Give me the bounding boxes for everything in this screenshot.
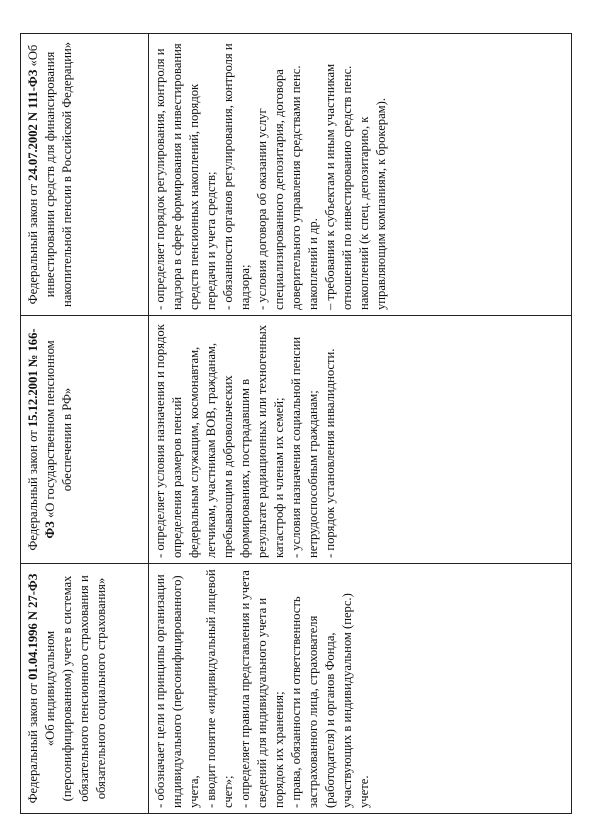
law-content-cell bbox=[149, 34, 572, 316]
law-title-cell bbox=[21, 316, 149, 564]
duty-item: - порядок установления инвалидности. bbox=[323, 348, 337, 558]
duty-item: - условия договора об оказании услуг специализированного депозитария, договора доверительного управления средствами пенс. накоплений и др. bbox=[255, 65, 320, 310]
law-title-cell bbox=[21, 564, 149, 814]
duty-item: - определяет правила представления и учета сведений для индивидуального учета и порядок их хранения; bbox=[238, 570, 286, 808]
law-number: 24.07.2002 N 111-ФЗ bbox=[26, 69, 40, 181]
law-title-suffix: «О государственном пенсионном обеспечении в РФ» bbox=[43, 340, 74, 522]
duties-list bbox=[152, 569, 373, 808]
duty-item: - определяет условия назначения и порядок определения размеров пенсий федеральным служащим, космонавтам, летчикам, участникам ВОВ, гражданам, пребывающим в добровольческих формированиях, пострадавшим в результате радиационных или техногенных катастроф и членам их семей; bbox=[153, 324, 286, 558]
law-title-suffix: «Об инвестировании средств для финансирования накопительной пенсии в Российской Федерации» bbox=[26, 42, 74, 307]
law-title-prefix: Федеральный закон от bbox=[26, 679, 40, 804]
law-number: 15.12.2001 № 166-ФЗ bbox=[26, 328, 57, 539]
laws-table bbox=[20, 33, 572, 814]
rotated-page bbox=[20, 34, 572, 814]
law-content-cell bbox=[149, 564, 572, 814]
law-title-cell bbox=[21, 34, 149, 316]
law-number: 01.04.1996 N 27-ФЗ bbox=[26, 573, 40, 680]
content-row bbox=[149, 34, 572, 814]
duty-item: - права, обязанности и ответственность застрахованного лица, страхователя (работодателя) и органов Фонда, участвующих в индивидуальном (перс.) учете. bbox=[289, 593, 371, 808]
header-row bbox=[21, 34, 149, 814]
duty-item: - обязанности органов регулирования, контроля и надзора; bbox=[221, 43, 252, 310]
duty-item: – требования к субъектам и иным участникам отношений по инвестированию средств пенс. накоплений (к спец. депозитарию, к управляющим компаниям, к брокерам). bbox=[323, 63, 388, 310]
duty-item: - вводит понятие «индивидуальный лицевой счет»; bbox=[204, 569, 235, 808]
duty-item: - обозначает цели и принципы организации индивидуального (персонифицированного) учета, bbox=[153, 574, 201, 808]
duty-item: - определяет порядок регулирования, контроля и надзора в сфере формирования и инвестирования средств пенсионных накоплений, порядок передачи и учета средств; bbox=[153, 43, 218, 310]
duties-list bbox=[152, 321, 339, 558]
duties-list bbox=[152, 39, 390, 310]
law-title-prefix: Федеральный закон от bbox=[26, 427, 40, 551]
law-content-cell bbox=[149, 316, 572, 564]
law-title-suffix: «Об индивидуальном (персонифицированном) учете в системах обязательного пенсионного страхования и обязательного социального страхования» bbox=[43, 575, 108, 802]
duty-item: - условия назначения социальной пенсии нетрудоспособным гражданам; bbox=[289, 336, 320, 558]
law-title-prefix: Федеральный закон от bbox=[26, 180, 40, 305]
